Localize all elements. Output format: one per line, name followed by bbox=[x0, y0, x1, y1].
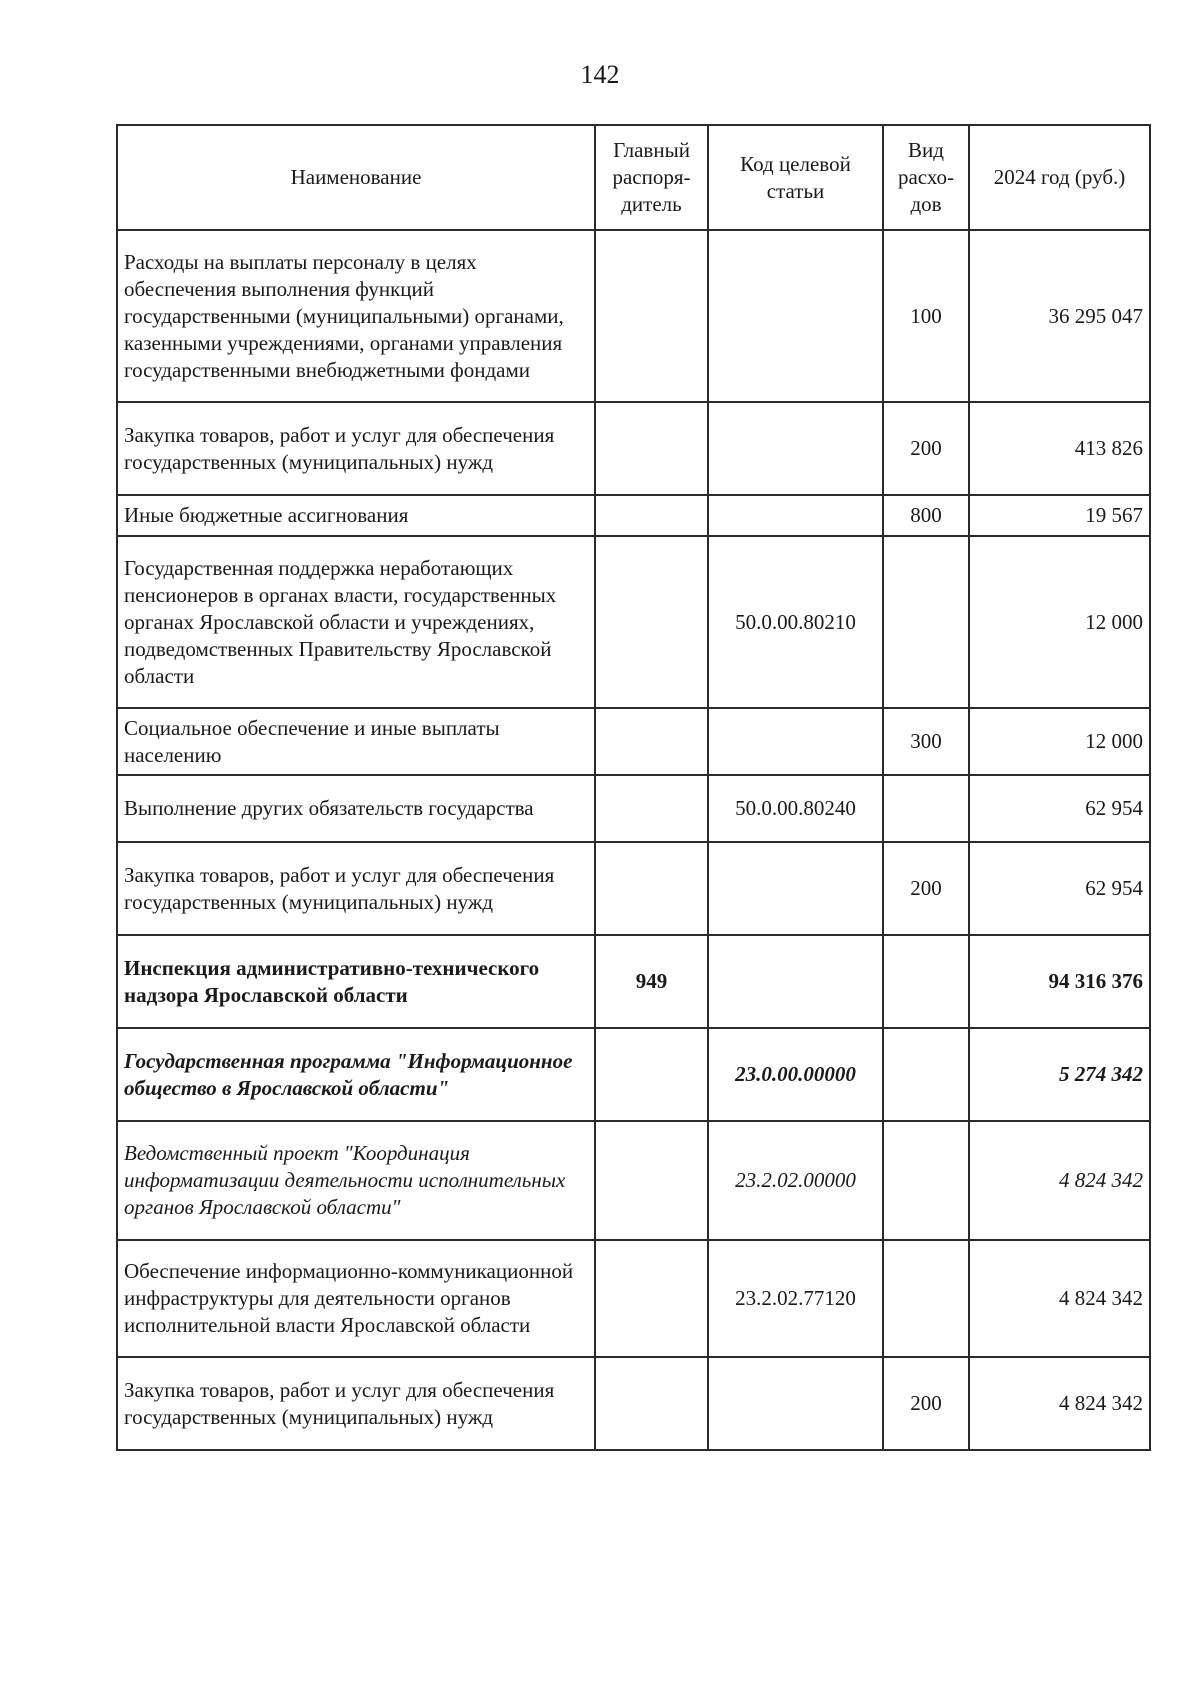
cell-code bbox=[708, 935, 883, 1028]
cell-amount: 36 295 047 bbox=[969, 230, 1150, 402]
cell-amount: 413 826 bbox=[969, 402, 1150, 495]
cell-type: 200 bbox=[883, 842, 969, 935]
cell-amount: 4 824 342 bbox=[969, 1121, 1150, 1240]
cell-name: Государственная поддержка неработающих пенсионеров в органах власти, государственных органах Ярославской области и учреждениях, подведомственных Правительству Ярославской области bbox=[117, 536, 595, 708]
cell-name: Закупка товаров, работ и услуг для обеспечения государственных (муниципальных) нужд bbox=[117, 1357, 595, 1450]
cell-grbs bbox=[595, 402, 708, 495]
table-row bbox=[117, 1240, 1150, 1357]
cell-name: Выполнение других обязательств государства bbox=[117, 775, 595, 842]
cell-grbs bbox=[595, 230, 708, 402]
cell-code: 50.0.00.80240 bbox=[708, 775, 883, 842]
cell-code bbox=[708, 708, 883, 775]
table-row bbox=[117, 1121, 1150, 1240]
table-row bbox=[117, 935, 1150, 1028]
table-row bbox=[117, 842, 1150, 935]
header-type: Вид расхо-дов bbox=[883, 125, 969, 230]
cell-grbs bbox=[595, 536, 708, 708]
cell-grbs bbox=[595, 1357, 708, 1450]
cell-name: Ведомственный проект "Координация информатизации деятельности исполнительных органов Ярославской области" bbox=[117, 1121, 595, 1240]
cell-type: 200 bbox=[883, 402, 969, 495]
cell-type: 200 bbox=[883, 1357, 969, 1450]
cell-type bbox=[883, 1028, 969, 1121]
table-row bbox=[117, 230, 1150, 402]
table-row bbox=[117, 536, 1150, 708]
cell-amount: 12 000 bbox=[969, 708, 1150, 775]
cell-amount: 62 954 bbox=[969, 775, 1150, 842]
cell-code: 23.2.02.00000 bbox=[708, 1121, 883, 1240]
cell-name: Закупка товаров, работ и услуг для обеспечения государственных (муниципальных) нужд bbox=[117, 842, 595, 935]
cell-code bbox=[708, 402, 883, 495]
table-row bbox=[117, 1357, 1150, 1450]
cell-code bbox=[708, 1357, 883, 1450]
cell-amount: 4 824 342 bbox=[969, 1240, 1150, 1357]
cell-code: 23.0.00.00000 bbox=[708, 1028, 883, 1121]
cell-grbs bbox=[595, 842, 708, 935]
cell-code: 50.0.00.80210 bbox=[708, 536, 883, 708]
cell-code bbox=[708, 230, 883, 402]
cell-type bbox=[883, 775, 969, 842]
cell-code bbox=[708, 495, 883, 536]
cell-amount: 4 824 342 bbox=[969, 1357, 1150, 1450]
header-amount: 2024 год (руб.) bbox=[969, 125, 1150, 230]
cell-name: Обеспечение информационно-коммуникационной инфраструктуры для деятельности органов исполнительной власти Ярославской области bbox=[117, 1240, 595, 1357]
cell-amount: 19 567 bbox=[969, 495, 1150, 536]
cell-amount: 94 316 376 bbox=[969, 935, 1150, 1028]
cell-amount: 12 000 bbox=[969, 536, 1150, 708]
table-body bbox=[117, 230, 1150, 1450]
cell-type bbox=[883, 1240, 969, 1357]
header-code: Код целевой статьи bbox=[708, 125, 883, 230]
cell-type: 800 bbox=[883, 495, 969, 536]
cell-grbs bbox=[595, 1121, 708, 1240]
cell-type bbox=[883, 1121, 969, 1240]
cell-name: Социальное обеспечение и иные выплаты населению bbox=[117, 708, 595, 775]
cell-type bbox=[883, 935, 969, 1028]
cell-grbs bbox=[595, 1028, 708, 1121]
table-row bbox=[117, 495, 1150, 536]
table-row bbox=[117, 402, 1150, 495]
budget-table bbox=[116, 124, 1151, 1451]
cell-name: Закупка товаров, работ и услуг для обеспечения государственных (муниципальных) нужд bbox=[117, 402, 595, 495]
cell-type: 100 bbox=[883, 230, 969, 402]
table-row bbox=[117, 1028, 1150, 1121]
cell-grbs bbox=[595, 708, 708, 775]
header-grbs: Главный распоря-дитель bbox=[595, 125, 708, 230]
table-header-row bbox=[117, 125, 1150, 230]
cell-grbs: 949 bbox=[595, 935, 708, 1028]
cell-type: 300 bbox=[883, 708, 969, 775]
cell-grbs bbox=[595, 495, 708, 536]
cell-type bbox=[883, 536, 969, 708]
cell-name: Государственная программа "Информационное общество в Ярославской области" bbox=[117, 1028, 595, 1121]
header-name: Наименование bbox=[117, 125, 595, 230]
table-row bbox=[117, 775, 1150, 842]
cell-name: Инспекция административно-технического надзора Ярославской области bbox=[117, 935, 595, 1028]
cell-name: Иные бюджетные ассигнования bbox=[117, 495, 595, 536]
cell-code: 23.2.02.77120 bbox=[708, 1240, 883, 1357]
cell-grbs bbox=[595, 775, 708, 842]
cell-name: Расходы на выплаты персоналу в целях обеспечения выполнения функций государственными (муниципальными) органами, казенными учреждениями, органами управления государственными внебюджетными фондами bbox=[117, 230, 595, 402]
cell-amount: 5 274 342 bbox=[969, 1028, 1150, 1121]
cell-grbs bbox=[595, 1240, 708, 1357]
cell-amount: 62 954 bbox=[969, 842, 1150, 935]
cell-code bbox=[708, 842, 883, 935]
page-number: 142 bbox=[580, 60, 620, 89]
table-row bbox=[117, 708, 1150, 775]
